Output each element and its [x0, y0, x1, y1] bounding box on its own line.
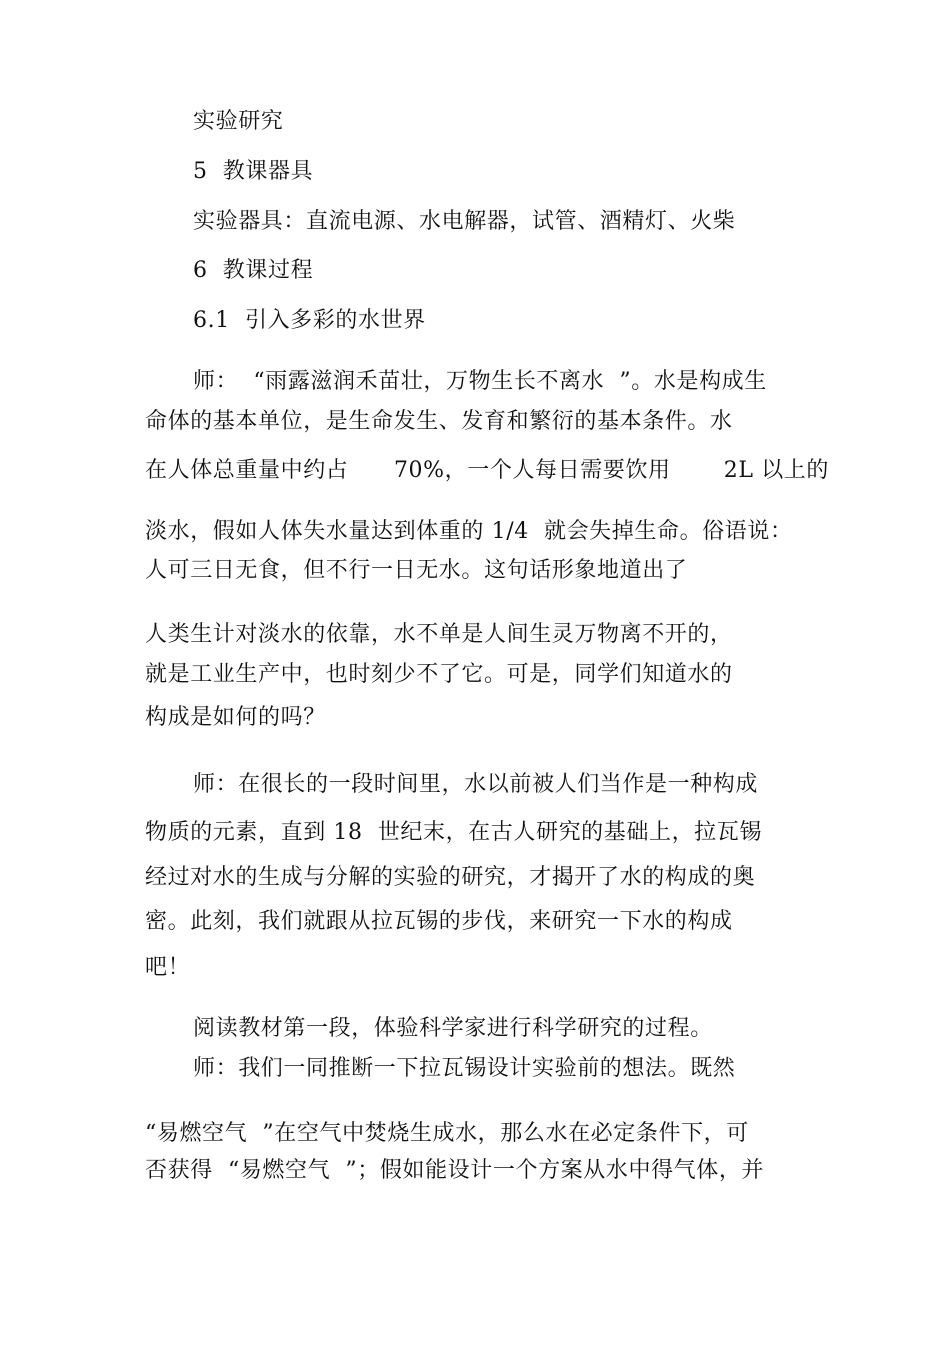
text-line-12: 就是工业生产中，也时刻少不了它。可是，同学们知道水的	[145, 662, 733, 687]
text-line-21: “易燃空气 ”在空气中焚烧生成水，那么水在必定条件下，可	[145, 1121, 749, 1146]
text-line-7: 命体的基本单位，是生命发生、发育和繁衍的基本条件。水	[145, 409, 733, 434]
text-line-15: 物质的元素，直到 18 世纪末，在古人研究的基础上，拉瓦锡	[145, 820, 762, 845]
text-line-18: 吧！	[145, 955, 191, 980]
text-line-6: 师： “雨露滋润禾苗壮，万物生长不离水 ”。水是构成生	[193, 369, 767, 394]
text-line-2: 5 教课器具	[193, 159, 314, 184]
text-line-13: 构成是如何的吗？	[145, 705, 326, 730]
text-line-20: 师：我们一同推断一下拉瓦锡设计实验前的想法。既然	[193, 1056, 736, 1081]
text-line-14: 师：在很长的一段时间里，水以前被人们当作是一种构成	[193, 772, 759, 797]
text-line-10: 人可三日无食，但不行一日无水。这句话形象地道出了	[145, 558, 688, 583]
text-line-5: 6.1 引入多彩的水世界	[193, 308, 426, 333]
text-line-16: 经过对水的生成与分解的实验的研究，才揭开了水的构成的奥	[145, 865, 756, 890]
text-line-3: 实验器具：直流电源、水电解器，试管、酒精灯、火柴	[193, 209, 736, 234]
text-line-11: 人类生计对淡水的依靠，水不单是人间生灵万物离不开的，	[145, 622, 733, 647]
text-line-1: 实验研究	[193, 109, 284, 134]
text-line-8: 在人体总重量中约占 70%，一个人每日需要饮用 2L 以上的	[145, 458, 830, 483]
text-line-17: 密。此刻，我们就跟从拉瓦锡的步伐，来研究一下水的构成	[145, 909, 733, 934]
text-line-4: 6 教课过程	[193, 258, 314, 283]
text-line-9: 淡水，假如人体失水量达到体重的 1/4 就会失掉生命。俗语说：	[145, 519, 793, 544]
text-line-22: 否获得 “易燃空气 ”；假如能设计一个方案从水中得气体，并	[145, 1158, 765, 1183]
text-line-19: 阅读教材第一段，体验科学家进行科学研究的过程。	[193, 1016, 713, 1041]
